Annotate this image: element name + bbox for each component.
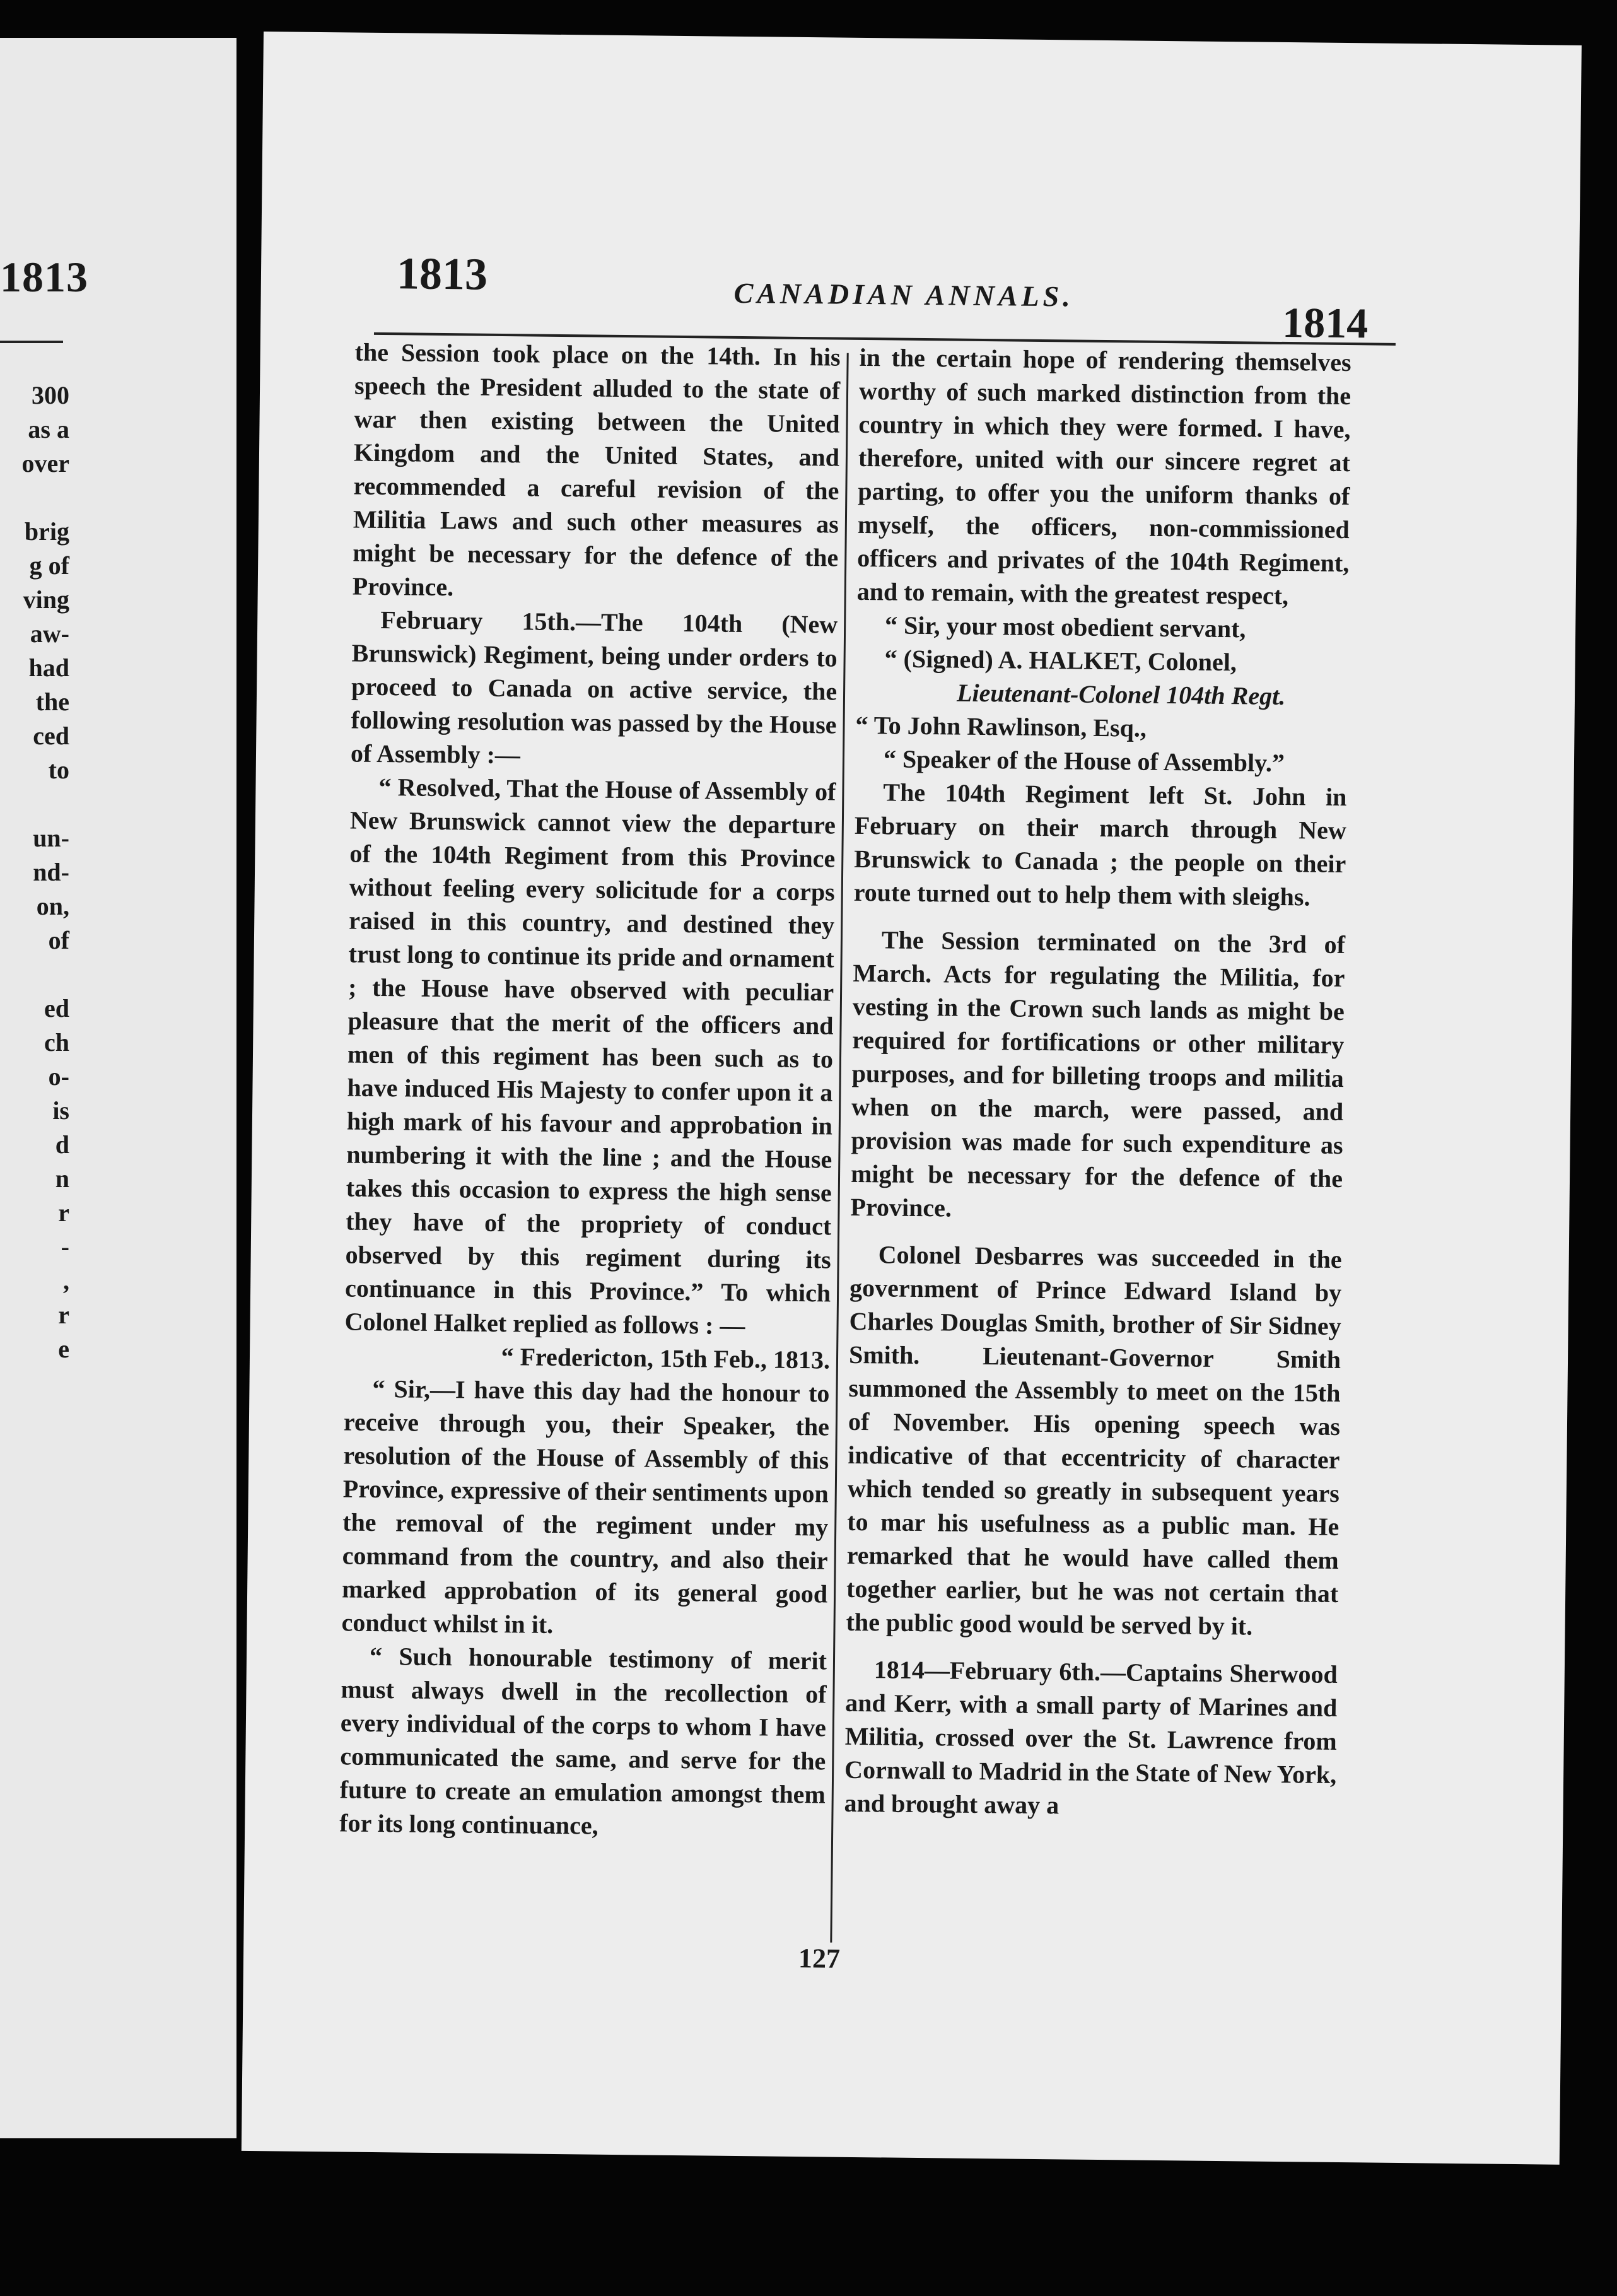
facing-page-fragment: r: [58, 1198, 69, 1227]
paragraph: Colonel Desbarres was succeeded in the government of Prince Edward Island by Charles Douglas Smith, brother of Sir Sidney Smith. Lieutenant-Governor Smith summoned the Assembly to meet on the 15th of November. His opening speech was indicative of that eccentricity of character which tended so greatly in subsequent years to mar his usefulness as a public man. He remarked that he would have called them together earlier, but he was not certain that the public good would be served by it.: [846, 1240, 1342, 1641]
facing-page-left: [0, 38, 236, 2138]
facing-page-fragment: un-: [33, 824, 69, 852]
facing-page-fragment: g of: [29, 551, 69, 580]
paragraph: The Session terminated on the 3rd of March. Acts for regulating the Militia, for vesting in the Crown such lands as might be required for fortifications or other military purposes, and for billeting troops and militia when on the march, were passed, and provision was made for such expenditure as might be necessary for the defence of the Province.: [850, 925, 1346, 1222]
facing-page-fragment: ving: [23, 585, 69, 614]
facing-page-fragment: is: [52, 1096, 69, 1125]
facing-page-fragment: the: [35, 688, 69, 716]
page-number: 127: [798, 1943, 841, 1974]
letter-signature: “ (Signed) A. HALKET, Colonel,: [884, 644, 1237, 677]
facing-page-fragment: ,: [63, 1267, 69, 1295]
paragraph: “ Such honourable testimony of merit must always dwell in the recollection of every individual of the corps to whom I have communicated the same, and serve for the future to create an emulation amongst them for its long continuance,: [339, 1641, 827, 1840]
left-column: [339, 336, 841, 1845]
facing-page-fragment: e: [58, 1335, 69, 1363]
facing-page-fragment: n: [55, 1164, 69, 1193]
facing-page-fragment: ed: [44, 994, 69, 1022]
paragraph: February 15th.—The 104th (New Brunswick) Regiment, being under orders to proceed to Canada on active service, the following resolution was passed by the House of Assembly :—: [350, 605, 838, 770]
facing-page-fragment: 300: [32, 381, 69, 409]
facing-page-text-fragments: [0, 378, 69, 1366]
paragraph: “ Resolved, That the House of Assembly of New Brunswick cannot view the departure of the 104th Regiment from this Province without feeling every solicitude for a corps raised in this country, and destined they trust long to continue its pride and ornament ; the House have observed with peculiar pleasure that the merit of the officers and men of this regiment has been such as to have induced His Majesty to confer upon it a high mark of his favour and approbation in numbering it with the line ; and the House takes this occasion to express the high sense they have of the propriety of conduct observed by this regiment during its continuance in this Province.” To which Colonel Halket replied as follows : —: [344, 772, 836, 1340]
facing-page-fragment: o-: [48, 1062, 69, 1091]
facing-page-fragment: to: [48, 756, 69, 784]
facing-page-year: 1813: [0, 253, 88, 301]
paragraph: “ Sir,—I have this day had the honour to receive through you, their Speaker, the resolution of the House of Assembly of this Province, expressive of their sentiments upon the removal of the regiment under my command from the country, and also their marked approbation of its general good conduct whilst in it.: [341, 1374, 830, 1639]
facing-page-fragment: [0, 787, 69, 821]
right-column: [844, 341, 1351, 1825]
paragraph: in the certain hope of rendering themselves worthy of such marked distinction from the country in which they were formed. I have, therefore, united with our sincere regret at parting, to offer you the uniform thanks of myself, the officers, non-commissioned officers and privates of the 104th Regiment, and to remain, with the greatest respect,: [856, 343, 1351, 611]
facing-page-fragment: had: [28, 653, 69, 682]
facing-page-fragment: over: [21, 449, 69, 477]
facing-page-fragment: of: [48, 926, 69, 954]
book-page: [242, 32, 1582, 2165]
facing-page-fragment: -: [61, 1233, 69, 1261]
facing-page-fragment: on,: [36, 892, 69, 920]
facing-page-rule: [0, 341, 63, 343]
running-header-year-right: 1814: [1281, 298, 1369, 348]
facing-page-fragment: d: [55, 1130, 69, 1159]
letter-addressee: “ To John Rawlinson, Esq.,: [855, 710, 1147, 742]
letter-dateline: “ Fredericton, 15th Feb., 1813.: [501, 1342, 831, 1374]
facing-page-fragment: aw-: [30, 619, 69, 648]
facing-page-fragment: [0, 958, 69, 992]
facing-page-fragment: ch: [44, 1028, 69, 1057]
letter-rank: Lieutenant-Colonel 104th Regt.: [956, 678, 1286, 711]
paragraph: The 104th Regiment left St. John in February on their march through New Brunswick to Canada ; the people on their route turned out to help them with sleighs.: [853, 778, 1347, 911]
facing-page-fragment: ced: [33, 722, 69, 750]
letter-closing: “ Sir, your most obedient servant,: [884, 611, 1246, 643]
letter-addressee-title: “ Speaker of the House of Assembly.”: [883, 744, 1285, 778]
running-header-title: CANADIAN ANNALS.: [733, 276, 1075, 313]
paragraph: 1814—February 6th.—Captains Sherwood and Kerr, with a small party of Marines and Militia, crossed over the St. Lawrence from Cornwall to Madrid in the State of New York, and brought away a: [844, 1655, 1338, 1820]
facing-page-fragment: r: [58, 1301, 69, 1329]
facing-page-fragment: as a: [28, 415, 69, 443]
facing-page-fragment: [0, 481, 69, 515]
running-header-year-left: 1813: [396, 248, 488, 300]
facing-page-fragment: brig: [24, 517, 69, 546]
paragraph: the Session took place on the 14th. In his speech the President alluded to the state of war then existing between the United Kingdom and the United States, and recommended a careful revision of the Militia Laws and such other measures as might be necessary for the defence of the Province.: [352, 337, 841, 602]
facing-page-fragment: nd-: [33, 858, 69, 886]
